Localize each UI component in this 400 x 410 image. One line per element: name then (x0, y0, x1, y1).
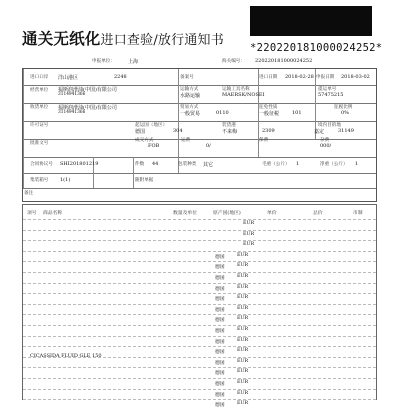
r2-label-2: 运输方式 (180, 87, 199, 92)
currency-cell: EUR (237, 263, 249, 269)
currency-cell: EUR (237, 401, 249, 407)
origin-cell: 德国 (215, 276, 225, 281)
origin-cell: 德国 (215, 382, 225, 387)
table-row (23, 293, 376, 304)
r3-value-2: 一般贸易 (180, 111, 201, 117)
origin-cell: 德国 (215, 297, 225, 303)
currency-cell: EUR (237, 252, 249, 258)
goods-header-qty: 数量及单位 (173, 211, 197, 216)
table-row (23, 240, 376, 251)
r1-label-1: 进口口岸 (30, 75, 49, 80)
r6-value-5: 1 (355, 161, 359, 167)
table-row (23, 399, 376, 410)
r4-label-2: 起运国（地区） (135, 123, 168, 128)
r3-value-1b: 3114941366 (58, 110, 86, 115)
table-row (23, 367, 376, 378)
r4-value-3b: 2309 (262, 128, 275, 134)
table-row (23, 314, 376, 325)
r1-label-3: 进口日期 (259, 75, 278, 80)
r4-label-4: 境内目的地 (318, 123, 341, 128)
declare-unit-label: 申报单位： (92, 59, 115, 64)
currency-cell: EUR (237, 295, 249, 301)
table-row (23, 283, 376, 294)
origin-cell: 德国 (215, 254, 225, 260)
r7-value-1: 1(1) (60, 177, 71, 183)
origin-cell: 德国 (215, 329, 225, 334)
goods-header-origin: 原产国(地区) (213, 211, 241, 216)
currency-cell: EUR (237, 358, 249, 364)
r1-value-4: 2018-03-02 (341, 74, 370, 80)
r5-label-3: 运费 (181, 138, 191, 143)
currency-cell: EUR (243, 231, 255, 237)
currency-cell: EUR (237, 316, 249, 322)
r3-label-1: 收货单位 (30, 105, 49, 110)
r4-value-4: 嘉定 (314, 129, 325, 135)
barcode-image (250, 6, 372, 36)
table-row (23, 230, 376, 241)
goods-header (23, 208, 376, 217)
r6-value-3: 其它 (203, 162, 214, 168)
origin-cell: 德国 (215, 371, 225, 377)
origin-cell: 德国 (215, 265, 225, 271)
r6-value-1: SHI201801219 (60, 161, 99, 167)
origin-cell: 德国 (215, 307, 225, 313)
r4-value-3: 不来梅 (222, 129, 238, 135)
currency-cell: EUR (237, 327, 249, 332)
r2-label-3: 运输工具名称 (222, 87, 250, 92)
r6-value-2: 44 (152, 161, 159, 167)
goods-header-currency: 币制 (353, 211, 363, 216)
r6-label-4: 毛重（公斤） (262, 162, 290, 167)
r4-value-2b: 304 (173, 128, 183, 134)
title-rest: 进口查验/放行通知书 (100, 33, 224, 48)
table-row (23, 272, 376, 283)
r3-value-2b: 0110 (216, 110, 229, 116)
table-row (23, 378, 376, 389)
r7-label-1: 集装箱号 (30, 178, 49, 183)
title-bold: 通关无纸化 (22, 29, 101, 48)
r1-value-3: 2018-02-28 (285, 74, 314, 80)
currency-cell: EUR (237, 348, 249, 354)
product-name: CICASSIDA FLUID GLE 150 (30, 353, 102, 359)
currency-cell: EUR (237, 380, 249, 385)
r5-label-1: 批准文号 (30, 141, 49, 146)
r3-value-3: 一般征税 (259, 111, 280, 117)
r8-label-1: 备注 (24, 191, 34, 196)
goods-header-unit-price: 单价 (267, 211, 277, 216)
r6-label-1: 合同协议号 (30, 162, 53, 167)
r3-label-3: 征免性质 (259, 105, 278, 110)
table-row (23, 251, 376, 262)
origin-cell: 德国 (215, 392, 225, 398)
r2-value-3: MAERSK/NOSEI (222, 92, 265, 98)
r1-value-1: 洋山港区 (58, 75, 79, 81)
r1-value-1b: 2248 (114, 74, 127, 80)
goods-header-item-no: 项号 (27, 211, 37, 216)
r4-label-1: 许可证号 (30, 123, 49, 128)
r3-label-4: 征税比例 (334, 105, 353, 110)
r2-value-1b: 3114941366 (58, 92, 86, 97)
r1-label-2: 备案号 (180, 75, 194, 80)
document-title (22, 27, 224, 49)
goods-header-name: 商品名称 (43, 211, 63, 216)
table-row (23, 336, 376, 347)
r6-value-4: 1 (296, 161, 300, 167)
origin-cell: 德国 (215, 339, 225, 345)
currency-cell: EUR (237, 305, 249, 311)
customs-no-label: 海关编号： (222, 59, 245, 64)
table-row (23, 219, 376, 230)
r5-label-2: 成交方式 (135, 138, 154, 143)
r2-label-4: 提运单号 (318, 87, 337, 92)
r2-value-2: 水路运输 (180, 93, 201, 99)
r7-label-2: 随附单据 (135, 178, 154, 183)
r5-label-5: 杂费 (320, 138, 330, 143)
origin-cell: 德国 (215, 350, 225, 356)
goods-header-total: 总价 (313, 211, 323, 216)
table-row (23, 304, 376, 315)
r5-label-4: 保费 (259, 138, 269, 143)
r3-value-4: 0% (341, 110, 349, 116)
r6-label-5: 净重（公斤） (320, 162, 348, 167)
r4-value-2: 德国 (135, 129, 146, 135)
currency-cell: EUR (237, 284, 249, 290)
table-row (23, 325, 376, 336)
r3-value-3b: 101 (292, 110, 302, 116)
r6-label-3: 包装种类 (178, 162, 197, 167)
currency-cell: EUR (237, 390, 249, 396)
r2-label-1: 经营单位 (30, 88, 49, 93)
currency-cell: EUR (237, 369, 249, 375)
r5-value-2: FOB (148, 143, 160, 149)
currency-cell: EUR (243, 221, 255, 226)
origin-cell: 德国 (215, 286, 225, 292)
r2-value-1: 福斯润滑油(中国)有限公司 (58, 87, 117, 93)
r1-label-4: 申报日期 (316, 75, 335, 80)
r4-label-3: 装货港 (222, 123, 236, 128)
r4-value-4b: 31149 (338, 128, 354, 134)
r5-value-3: 0/ (206, 143, 211, 149)
goods-table (22, 204, 377, 409)
origin-cell: 德国 (215, 318, 225, 324)
table-row (23, 261, 376, 272)
currency-cell: EUR (237, 274, 249, 279)
table-row (23, 389, 376, 400)
origin-cell: 德国 (215, 360, 225, 366)
declare-unit-value: 上海 (128, 59, 139, 65)
barcode-number: *220220181000024252* (250, 42, 383, 54)
currency-cell: EUR (237, 337, 249, 343)
r3-value-1: 福斯润滑油(中国)有限公司 (58, 105, 117, 111)
r2-value-4: 57475215 (318, 92, 344, 98)
origin-cell: 德国 (215, 403, 225, 409)
r5-value-5: 000/ (320, 143, 332, 149)
r6-label-2: 件数 (135, 162, 145, 167)
customs-no-value: 220220181000024252 (255, 58, 313, 64)
r3-label-2: 贸易方式 (180, 105, 199, 110)
currency-cell: EUR (243, 242, 255, 248)
